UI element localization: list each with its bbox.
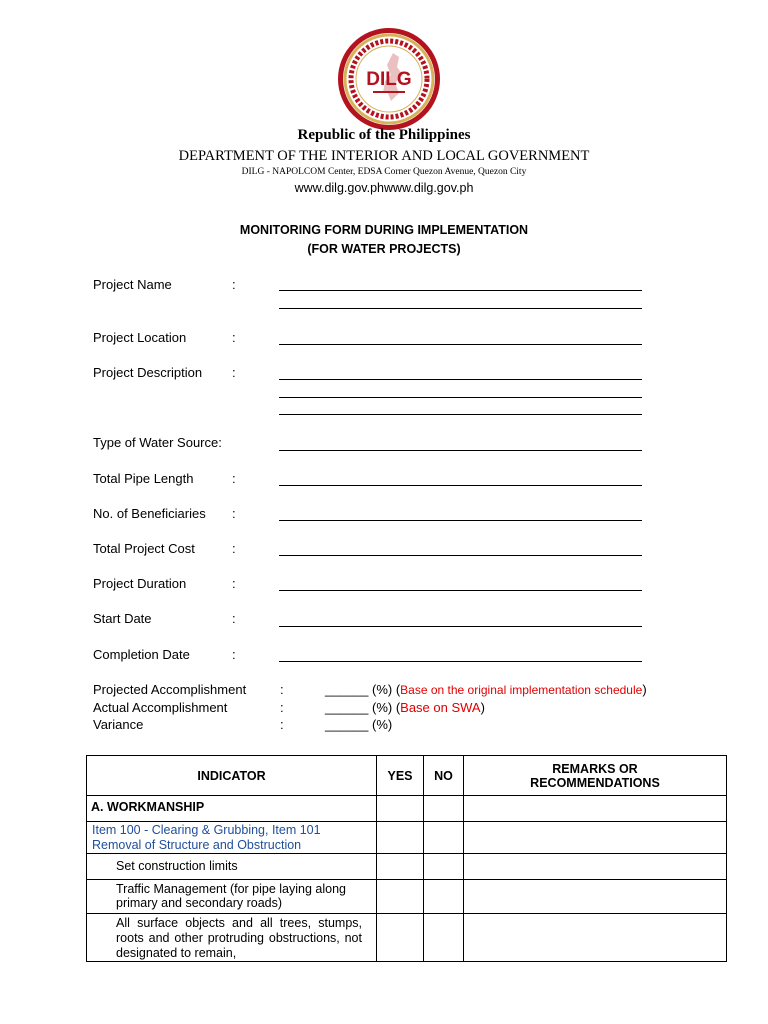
field-colon: : <box>232 277 236 292</box>
field-label-total-project-cost: Total Project Cost <box>93 541 195 556</box>
indicator-text: Set construction limits <box>87 854 377 880</box>
field-label-water-source: Type of Water Source: <box>93 435 222 450</box>
actual-accomplishment-label: Actual Accomplishment <box>93 700 228 715</box>
form-title: MONITORING FORM DURING IMPLEMENTATION <box>239 223 529 237</box>
table-row <box>87 914 727 962</box>
no-cell[interactable] <box>424 822 464 854</box>
projected-value-blank: ______ (%) ( <box>325 682 401 697</box>
table-section-row <box>87 796 727 822</box>
field-colon: : <box>280 700 284 715</box>
logo-text: DILG <box>366 69 412 90</box>
no-cell[interactable] <box>424 854 464 880</box>
yes-cell[interactable] <box>377 822 424 854</box>
field-colon: : <box>232 330 236 345</box>
field-label-project-name: Project Name <box>93 277 172 292</box>
remarks-cell[interactable] <box>464 880 727 914</box>
website-link[interactable]: www.dilg.gov.phwww.dilg.gov.ph <box>294 181 474 195</box>
project-duration-line[interactable] <box>279 590 642 591</box>
header-no: NO <box>424 756 464 796</box>
indicator-table <box>86 755 727 962</box>
table-row <box>87 822 727 854</box>
remarks-cell[interactable] <box>464 796 727 822</box>
field-colon: : <box>280 682 284 697</box>
remarks-cell[interactable] <box>464 822 727 854</box>
yes-cell[interactable] <box>377 880 424 914</box>
beneficiaries-line[interactable] <box>279 520 642 521</box>
no-cell[interactable] <box>424 914 464 962</box>
actual-close: ) <box>480 700 485 715</box>
header-remarks: REMARKS OR RECOMMENDATIONS <box>464 756 727 796</box>
water-source-line[interactable] <box>279 450 642 451</box>
project-name-line-2[interactable] <box>279 308 642 309</box>
field-colon: : <box>280 717 284 732</box>
field-label-project-description: Project Description <box>93 365 203 380</box>
field-label-project-duration: Project Duration <box>93 576 187 591</box>
department-heading: DEPARTMENT OF THE INTERIOR AND LOCAL GOVERNMENT <box>178 148 590 164</box>
completion-date-line[interactable] <box>279 661 642 662</box>
field-label-project-location: Project Location <box>93 330 187 345</box>
project-description-line-2[interactable] <box>279 397 642 398</box>
variance-label: Variance <box>93 717 144 732</box>
remarks-cell[interactable] <box>464 914 727 962</box>
indicator-text: All surface objects and all trees, stumps, roots and other protruding obstructions, not designated to remain, <box>87 914 377 962</box>
field-colon: : <box>232 576 236 591</box>
header-yes: YES <box>377 756 424 796</box>
item-header: Item 100 - Clearing & Grubbing, Item 101 Removal of Structure and Obstruction <box>87 822 377 854</box>
field-label-beneficiaries: No. of Beneficiaries <box>93 506 206 521</box>
project-name-line-1[interactable] <box>279 290 642 291</box>
project-location-line[interactable] <box>279 344 642 345</box>
republic-heading: Republic of the Philippines <box>297 127 471 143</box>
actual-accomplishment-value[interactable] <box>325 700 485 715</box>
table-header-row <box>87 756 727 796</box>
yes-cell[interactable] <box>377 796 424 822</box>
projected-note: Base on the original implementation schedule <box>400 683 643 697</box>
projected-close: ) <box>642 682 647 697</box>
field-colon: : <box>232 611 236 626</box>
total-project-cost-line[interactable] <box>279 555 642 556</box>
table-row <box>87 854 727 880</box>
no-cell[interactable] <box>424 796 464 822</box>
no-cell[interactable] <box>424 880 464 914</box>
field-colon: : <box>232 541 236 556</box>
header-indicator: INDICATOR <box>87 756 377 796</box>
field-label-completion-date: Completion Date <box>93 647 190 662</box>
field-colon: : <box>232 647 236 662</box>
table-row <box>87 880 727 914</box>
field-label-start-date: Start Date <box>93 611 152 626</box>
field-colon: : <box>232 365 236 380</box>
projected-accomplishment-value[interactable] <box>325 682 647 697</box>
dilg-seal-logo <box>337 27 441 131</box>
yes-cell[interactable] <box>377 854 424 880</box>
start-date-line[interactable] <box>279 626 642 627</box>
field-colon: : <box>232 471 236 486</box>
address-line: DILG - NAPOLCOM Center, EDSA Corner Quezon Avenue, Quezon City <box>241 167 527 177</box>
actual-value-blank: ______ (%) ( <box>325 700 401 715</box>
indicator-text: Traffic Management (for pipe laying along primary and secondary roads) <box>87 880 377 914</box>
project-description-line-3[interactable] <box>279 414 642 415</box>
actual-note: Base on SWA <box>400 700 481 715</box>
projected-accomplishment-label: Projected Accomplishment <box>93 682 247 697</box>
section-workmanship: A. WORKMANSHIP <box>87 796 377 822</box>
yes-cell[interactable] <box>377 914 424 962</box>
field-colon: : <box>232 506 236 521</box>
field-label-total-pipe-length: Total Pipe Length <box>93 471 194 486</box>
project-description-line-1[interactable] <box>279 379 642 380</box>
variance-value[interactable]: ______ (%) <box>325 717 393 732</box>
remarks-cell[interactable] <box>464 854 727 880</box>
total-pipe-length-line[interactable] <box>279 485 642 486</box>
form-subtitle: (FOR WATER PROJECTS) <box>307 242 461 256</box>
